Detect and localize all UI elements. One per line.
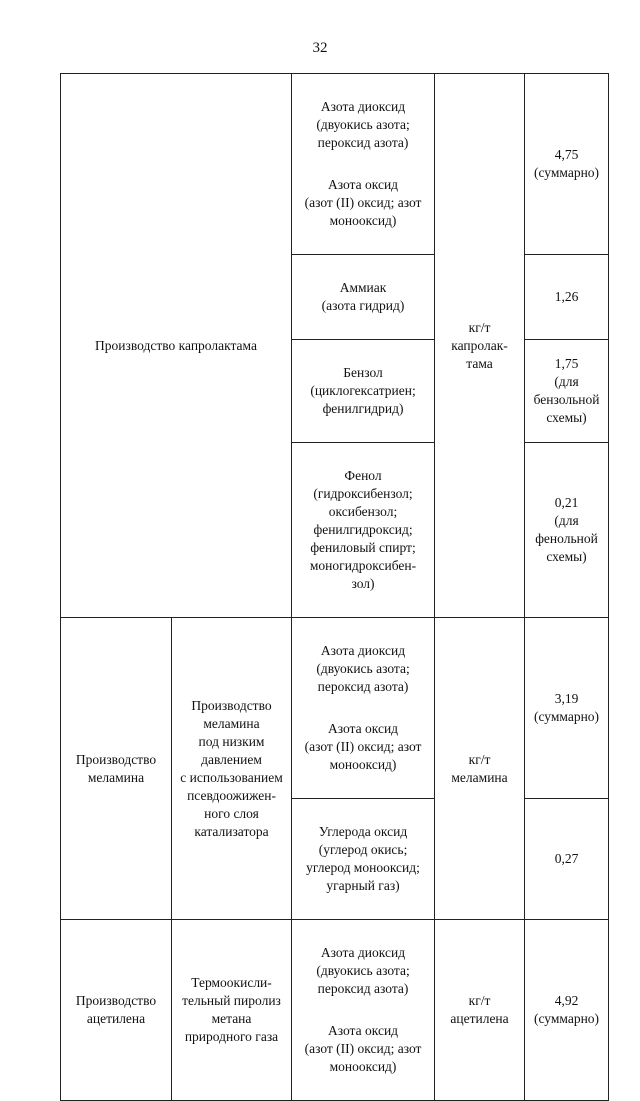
pollutant-name: Аммиак (азота гидрид)	[321, 280, 405, 313]
process-acetylene: Производство ацетилена	[61, 920, 172, 1101]
pollutant-name: Азота оксид (азот (II) оксид; азот монооксид)	[304, 1023, 422, 1074]
pollutant-name: Фенол (гидроксибензол; оксибензол; фенилгидроксид; фениловый спирт; моногидроксибен- зол)	[309, 468, 417, 591]
norm-value: 4,75 (суммарно)	[525, 74, 609, 255]
pollutant-name: Азота оксид (азот (II) оксид; азот монооксид)	[304, 721, 422, 772]
unit-melamine: кг/т меламина	[435, 618, 525, 920]
table-row	[61, 618, 609, 799]
method-acetylene: Термоокисли- тельный пиролиз метана природного газа	[172, 920, 292, 1101]
pollutant-cell	[292, 74, 435, 255]
method-melamine: Производство меламина под низким давлением с использованием псевдоожижен- ного слоя катализатора	[172, 618, 292, 920]
pollutant-name: Азота оксид (азот (II) оксид; азот монооксид)	[304, 177, 422, 228]
pollutant-cell	[292, 920, 435, 1101]
unit-caprolactam: кг/т капролак- тама	[435, 74, 525, 618]
pollutant-cell	[292, 255, 435, 340]
norm-value: 3,19 (суммарно)	[525, 618, 609, 799]
process-melamine: Производство меламина	[61, 618, 172, 920]
norm-value: 0,21 (для фенольной схемы)	[525, 443, 609, 618]
norm-value: 4,92 (суммарно)	[525, 920, 609, 1101]
unit-acetylene: кг/т ацетилена	[435, 920, 525, 1101]
pollutant-cell	[292, 618, 435, 799]
process-caprolactam: Производство капролактама	[61, 74, 292, 618]
page-number: 32	[312, 40, 328, 56]
norm-value: 1,75 (для бензольной схемы)	[525, 340, 609, 443]
norm-value: 1,26	[525, 255, 609, 340]
pollutant-name: Бензол (циклогексатриен; фенилгидрид)	[310, 365, 416, 416]
pollutant-name: Азота диоксид (двуокись азота; пероксид азота)	[316, 99, 410, 150]
pollutant-name: Углерода оксид (углерод окись; углерод монооксид; угарный газ)	[306, 824, 420, 893]
pollutant-cell	[292, 443, 435, 618]
table-row	[61, 74, 609, 255]
pollutant-cell	[292, 340, 435, 443]
pollutant-name: Азота диоксид (двуокись азота; пероксид азота)	[316, 945, 410, 996]
table-row	[61, 920, 609, 1101]
norm-value: 0,27	[525, 799, 609, 920]
pollutant-name: Азота диоксид (двуокись азота; пероксид азота)	[316, 643, 410, 694]
emission-norms-table	[60, 73, 609, 1101]
pollutant-cell	[292, 799, 435, 920]
